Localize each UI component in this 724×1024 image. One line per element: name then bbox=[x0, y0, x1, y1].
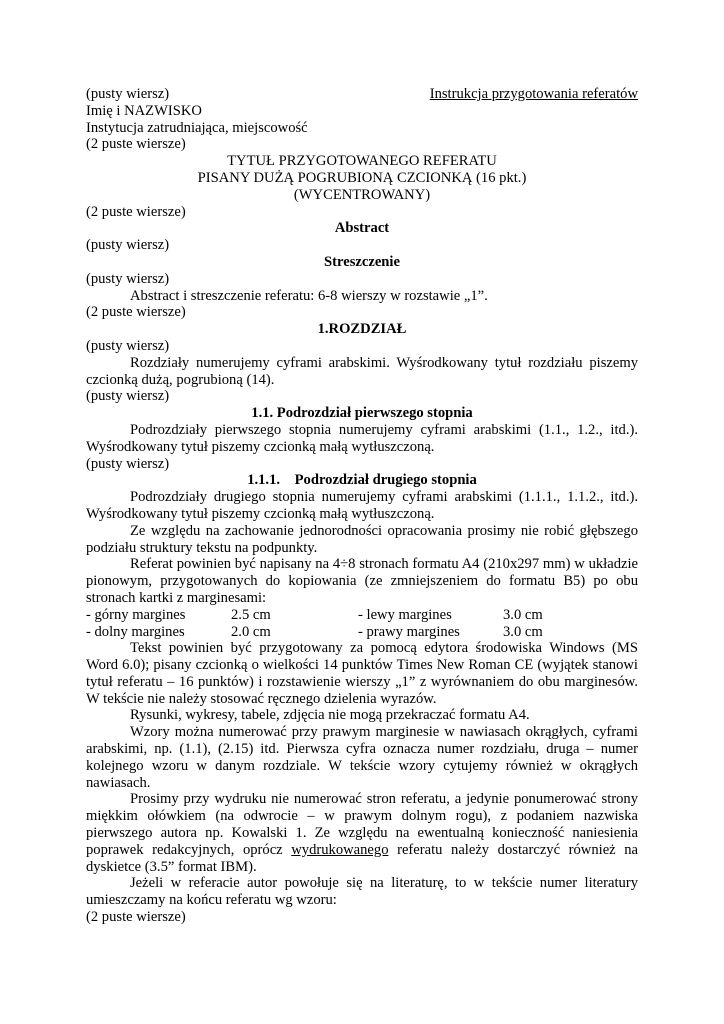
margin-label: - dolny margines bbox=[86, 623, 185, 640]
document-page bbox=[86, 86, 638, 926]
abstract-heading: Abstract bbox=[334, 220, 390, 237]
header-row bbox=[86, 86, 638, 103]
institution: Instytucja zatrudniająca, miejscowość bbox=[86, 119, 308, 136]
margins-table bbox=[86, 607, 638, 641]
figures-paragraph: Rysunki, wykresy, tabele, zdjęcia nie mogą przekraczać formatu A4. bbox=[130, 707, 530, 724]
printing-text: referatu należy dostarczyć również na dyskietce (3.5” format IBM). bbox=[86, 841, 639, 875]
format-paragraph: Referat powinien być napisany na 4÷8 stronach formatu A4 (210x297 mm) w układzie pionowym, przygotowanych do kopiowania (ze zmniejszeniem do formatu B5) po obu stronach kartki z marginesami: bbox=[86, 556, 638, 606]
paper-title-line-2: PISANY DUŻĄ POGRUBIONĄ CZCIONKĄ (16 pkt.) bbox=[197, 169, 527, 186]
margin-value: 3.0 cm bbox=[503, 606, 543, 623]
margin-value: 2.5 cm bbox=[231, 606, 271, 623]
editor-paragraph: Tekst powinien być przygotowany za pomocą edytora środowiska Windows (MS Word 6.0); pisany czcionką o wielkości 14 punktów Times New Roman CE (wyjątek stanowi tytuł referatu – 16 punktów) i rozstawienie wierszy „1” z wyrównaniem do obu marginesów. W tekście nie należy stosować ręcznego dzielenia wyrazów. bbox=[86, 640, 638, 707]
subchapter-2-paragraph: Podrozdziały drugiego stopnia numerujemy cyframi arabskimi (1.1.1., 1.1.2., itd.). Wyśrodkowany tytuł piszemy czcionką małą wytłuszczoną. bbox=[86, 489, 638, 522]
spacer-note: (pusty wiersz) bbox=[86, 237, 170, 254]
margin-value: 3.0 cm bbox=[503, 623, 543, 640]
literature-paragraph: Jeżeli w referacie autor powołuje się na literaturę, to w tekście numer literatury umieszczamy na końcu referatu wg wzoru: bbox=[86, 875, 638, 909]
structure-paragraph: Ze względu na zachowanie jednorodności opracowania prosimy nie robić głębszego podziału struktury tekstu na podpunkty. bbox=[86, 522, 638, 556]
spacer-note: (2 puste wiersze) bbox=[86, 136, 186, 153]
chapter-paragraph: Rozdziały numerujemy cyframi arabskimi. Wyśrodkowany tytuł rozdziału piszemy czcionką dużą, pogrubioną (14). bbox=[86, 354, 638, 388]
printing-paragraph bbox=[86, 791, 638, 875]
underlined-word: wydrukowanego bbox=[291, 841, 389, 858]
spacer-note: (2 puste wiersze) bbox=[86, 203, 186, 220]
author-name: Imię i NAZWISKO bbox=[86, 102, 202, 119]
subchapter-1-heading: 1.1. Podrozdział pierwszego stopnia bbox=[251, 405, 473, 422]
margin-label: - lewy margines bbox=[358, 606, 452, 623]
printing-text: Prosimy przy wydruku nie numerować stron referatu, a jedynie ponumerować strony miękkim ołówkiem (na odwrocie – w prawym dolnym rogu), z podaniem nazwiska pierwszego autora np. Kowalski 1. Ze względu na ewentualną konieczność naniesienia poprawek redakcyjnych, oprócz bbox=[86, 791, 638, 858]
subchapter-1-paragraph: Podrozdziały pierwszego stopnia numerujemy cyframi arabskimi (1.1., 1.2., itd.). Wyśrodkowany tytuł piszemy czcionką małą wytłuszczoną. bbox=[86, 421, 638, 455]
margin-label: - górny margines bbox=[86, 606, 186, 623]
abstract-paragraph: Abstract i streszczenie referatu: 6-8 wierszy w rozstawie „1”. bbox=[130, 287, 488, 304]
spacer-note: (2 puste wiersze) bbox=[86, 304, 186, 321]
spacer-note: (pusty wiersz) bbox=[86, 270, 170, 287]
spacer-note: (pusty wiersz) bbox=[86, 337, 170, 354]
margin-label: - prawy margines bbox=[358, 623, 460, 640]
formulas-paragraph: Wzory można numerować przy prawym marginesie w nawiasach okrągłych, cyframi arabskimi, np. (1.1), (2.15) itd. Pierwsza cyfra oznacza numer rozdziału, druga – numer kolejnego wzoru w danym rozdziale. W tekście wzory cytujemy również w okrągłych nawiasach. bbox=[86, 724, 638, 791]
chapter-heading: 1.ROZDZIAŁ bbox=[317, 321, 407, 338]
paper-title-line-3: (WYCENTROWANY) bbox=[293, 186, 431, 203]
paper-title-line-1: TYTUŁ PRZYGOTOWANEGO REFERATU bbox=[227, 153, 497, 170]
header-empty-line-note: (pusty wiersz) bbox=[86, 86, 170, 102]
spacer-note: (pusty wiersz) bbox=[86, 388, 170, 405]
subchapter-2-heading: 1.1.1. Podrozdział drugiego stopnia bbox=[247, 472, 477, 489]
spacer-note: (pusty wiersz) bbox=[86, 455, 170, 472]
spacer-note: (2 puste wiersze) bbox=[86, 909, 186, 926]
margin-value: 2.0 cm bbox=[231, 623, 271, 640]
header-instruction-title: Instrukcja przygotowania referatów bbox=[429, 86, 638, 102]
streszczenie-heading: Streszczenie bbox=[324, 253, 400, 270]
